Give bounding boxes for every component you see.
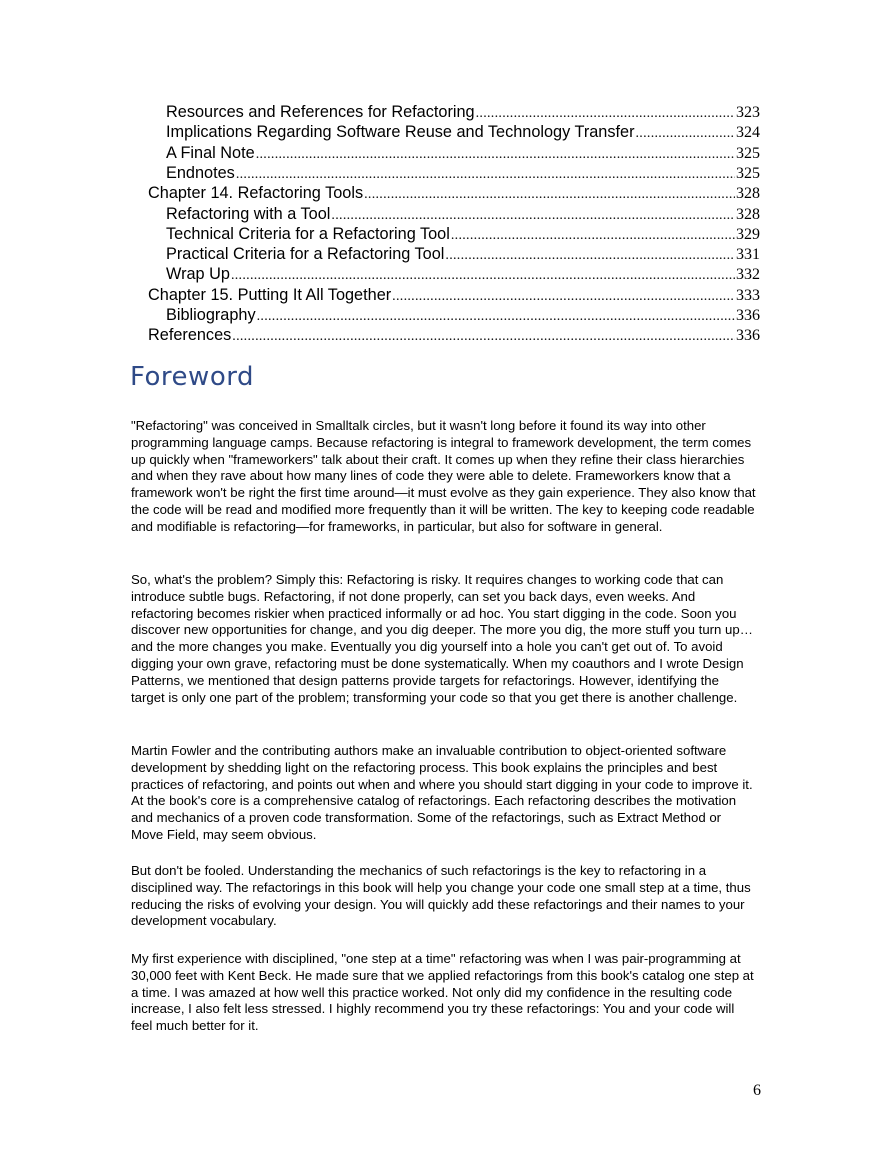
- toc-leader-dots: [476, 106, 735, 122]
- toc-leader-dots: [231, 268, 735, 284]
- toc-entry[interactable]: [148, 286, 760, 306]
- toc-entry-title: Refactoring with a Tool: [166, 204, 331, 223]
- toc-entry-title: Endnotes: [166, 163, 235, 182]
- toc-leader-dots: [364, 187, 735, 203]
- paragraph: So, what's the problem? Simply this: Refactoring is risky. It requires changes to working code that can introduce subtle bugs. Refactoring, if not done properly, can set you back days, even weeks. And refactoring becomes riskier when practiced informally or ad hoc. You start digging in the code. Soon you discover new opportunities for change, and you dig deeper. The more you dig, the more stuff you turn up…and the more changes you make. Eventually you dig yourself into a hole you can't get out of. To avoid digging your own grave, refactoring must be done systematically. When my coauthors and I wrote Design Patterns, we mentioned that design patterns provide targets for refactorings. However, identifying the target is only one part of the problem; transforming your code so that you get there is another challenge.: [131, 572, 753, 705]
- toc-entry[interactable]: [166, 103, 760, 123]
- toc-leader-dots: [257, 309, 735, 325]
- toc-leader-dots: [236, 167, 735, 183]
- toc-entry-title: Resources and References for Refactoring: [166, 103, 475, 121]
- paragraph: "Refactoring" was conceived in Smalltalk circles, but it wasn't long before it found its way into other programming language camps. Because refactoring is integral to framework development, the term comes up quickly when "frameworkers" talk about their craft. It comes up when they refine their class hierarchies and when they rave about how many lines of code they were able to delete. Frameworkers know that a framework won't be right the first time around—it must evolve as they gain experience. They also know that the code will be read and modified more frequently than it will be written. The key to keeping code readable and modifiable is refactoring—for frameworks, in particular, but also for software in general.: [131, 418, 756, 534]
- toc-leader-dots: [636, 126, 736, 142]
- toc-entry-title: Bibliography: [166, 306, 256, 324]
- toc-entry-page: 328: [736, 185, 760, 203]
- toc-entry-title: Practical Criteria for a Refactoring Tool: [166, 245, 445, 264]
- toc-entry-page: 328: [736, 205, 760, 223]
- toc-entry-page: 336: [736, 327, 760, 345]
- toc-entry-title: Chapter 15. Putting It All Together: [148, 285, 392, 304]
- toc-entry-title: Chapter 14. Refactoring Tools: [148, 184, 364, 203]
- toc-entry[interactable]: [166, 225, 760, 245]
- toc-entry[interactable]: [148, 326, 760, 346]
- toc-entry-title: Wrap Up: [166, 265, 230, 284]
- toc-entry-page: 329: [736, 225, 760, 243]
- toc-leader-dots: [331, 208, 735, 224]
- toc-leader-dots: [256, 147, 735, 163]
- paragraph: But don't be fooled. Understanding the mechanics of such refactorings is the key to refactoring in a disciplined way. The refactorings in this book will help you change your code one small step at a time, thus reducing the risks of evolving your design. You will quickly add these refactorings and their names to your development vocabulary.: [131, 863, 751, 929]
- paragraph: My first experience with disciplined, "one step at a time" refactoring was when I was pair-programming at 30,000 feet with Kent Beck. He made sure that we applied refactorings from this book's catalog one step at a time. I was amazed at how well this practice worked. Not only did my confidence in the resulting code increase, I also felt less stressed. I highly recommend you try these refactorings: You and your code will feel much better for it.: [131, 951, 754, 1034]
- toc-entry[interactable]: [166, 144, 760, 164]
- toc-leader-dots: [392, 289, 735, 305]
- page-number: 6: [753, 1082, 761, 1099]
- toc-leader-dots: [451, 228, 735, 244]
- toc-leader-dots: [232, 329, 735, 345]
- toc-entry-title: A Final Note: [166, 143, 255, 162]
- toc-entry-title: References: [148, 326, 232, 345]
- toc-entry[interactable]: [166, 123, 760, 143]
- paragraph: Martin Fowler and the contributing authors make an invaluable contribution to object-oriented software development by shedding light on the refactoring process. This book explains the principles and best practices of refactoring, and points out when and where you should start digging in your code to improve it. At the book's core is a comprehensive catalog of refactorings. Each refactoring describes the motivation and mechanics of a proven code transformation. Some of the refactorings, such as Extract Method or Move Field, may seem obvious.: [131, 743, 753, 842]
- toc-entry[interactable]: [166, 205, 760, 225]
- toc-entry-page: 331: [736, 246, 760, 264]
- toc-entry-title: Technical Criteria for a Refactoring Tool: [166, 224, 450, 243]
- toc-entry-page: 333: [736, 286, 760, 304]
- toc-entry-page: 325: [736, 164, 760, 182]
- toc-entry[interactable]: [166, 306, 760, 326]
- toc-entry[interactable]: [148, 184, 760, 204]
- toc-entry[interactable]: [166, 164, 760, 184]
- toc-entry-title: Implications Regarding Software Reuse and Technology Transfer: [166, 123, 635, 142]
- toc-entry-page: 336: [736, 307, 760, 324]
- toc-entry-page: 325: [736, 144, 760, 162]
- toc-entry-page: 323: [736, 104, 760, 121]
- section-heading: Foreword: [130, 362, 254, 392]
- toc-entry[interactable]: [166, 265, 760, 285]
- toc-entry-page: 324: [736, 124, 760, 142]
- toc-leader-dots: [445, 248, 735, 264]
- toc-entry[interactable]: [166, 245, 760, 265]
- toc-entry-page: 332: [736, 266, 760, 284]
